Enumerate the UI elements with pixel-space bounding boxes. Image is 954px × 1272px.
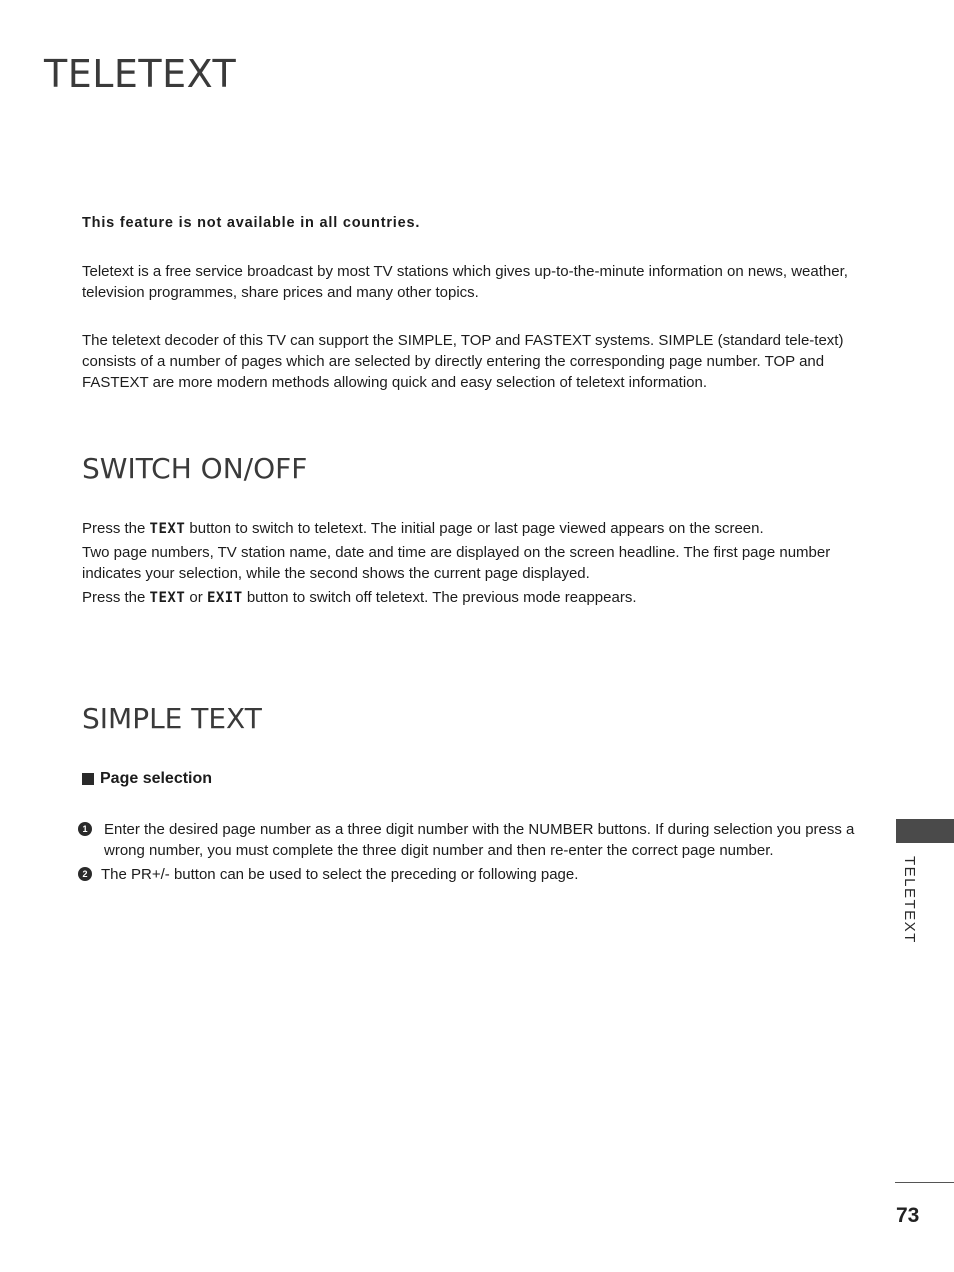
simple-section-title: SIMPLE TEXT <box>82 702 262 735</box>
page-selection-label: Page selection <box>100 770 213 787</box>
switch-line-1 <box>82 518 852 540</box>
text-key-label: TEXT <box>149 521 186 537</box>
page-number: 73 <box>896 1204 920 1227</box>
availability-note: This feature is not available in all countries. <box>82 215 421 231</box>
switch-line-3-pre: Press the <box>82 589 150 606</box>
section-side-label: TELETEXT <box>901 856 918 944</box>
page-title: TELETEXT <box>44 52 237 96</box>
step-number-icon: 2 <box>78 867 92 881</box>
step-number-icon: 1 <box>78 822 92 836</box>
square-bullet-icon <box>82 773 94 785</box>
list-item-text: Enter the desired page number as a three digit number with the NUMBER buttons. If during selection you press a wrong number, you must complete the three digit number and then re-enter the correct page number. <box>104 821 855 859</box>
switch-line-1-post: button to switch to teletext. The initial page or last page viewed appears on the screen. <box>185 520 764 537</box>
exit-key-label: EXIT <box>206 590 243 606</box>
list-item <box>78 864 858 885</box>
text-key-label: TEXT <box>149 590 186 606</box>
switch-line-3-mid: or <box>185 589 207 606</box>
list-item-text: The PR+/- button can be used to select the preceding or following page. <box>101 866 579 883</box>
switch-section-title: SWITCH ON/OFF <box>82 452 308 485</box>
footer-divider <box>895 1182 954 1183</box>
intro-paragraph-1: Teletext is a free service broadcast by most TV stations which gives up-to-the-minute information on news, weather, television programmes, share prices and many other topics. <box>82 263 848 301</box>
switch-line-3 <box>82 587 852 609</box>
intro-paragraph-2: The teletext decoder of this TV can support the SIMPLE, TOP and FASTEXT systems. SIMPLE (standard tele-text) consists of a number of pages which are selected by directly entering the corresponding page number. TOP and FASTEXT are more modern methods allowing quick and easy selection of teletext information. <box>82 332 844 391</box>
switch-line-2: Two page numbers, TV station name, date and time are displayed on the screen headline. The first page number indicates your selection, while the second shows the current page displayed. <box>82 544 831 582</box>
section-tab-marker <box>896 819 954 843</box>
list-item <box>78 819 858 861</box>
switch-line-3-post: button to switch off teletext. The previous mode reappears. <box>242 589 637 606</box>
page-selection-heading <box>82 770 212 788</box>
switch-line-1-pre: Press the <box>82 520 150 537</box>
